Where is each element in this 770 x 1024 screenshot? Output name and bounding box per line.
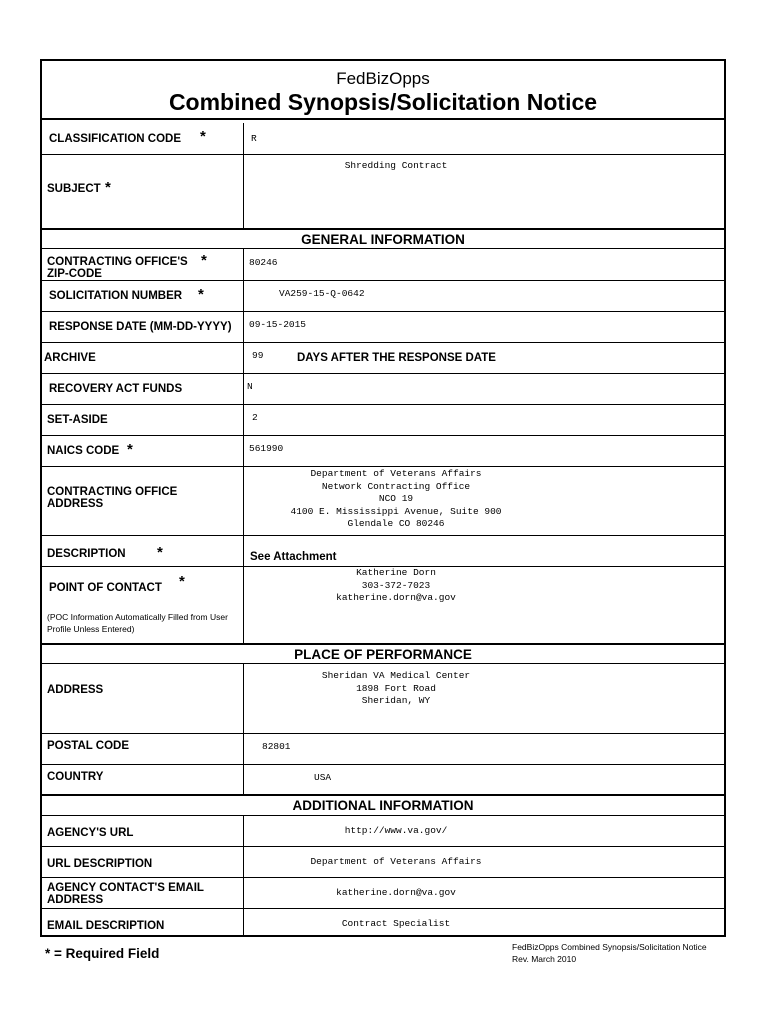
divider bbox=[42, 435, 724, 436]
naics-code-label: NAICS CODE bbox=[47, 445, 120, 457]
poc-email[interactable]: katherine.dorn@va.gov bbox=[336, 592, 456, 603]
classification-code-label: CLASSIFICATION CODE bbox=[49, 133, 182, 145]
recovery-act-value[interactable]: N bbox=[247, 381, 253, 392]
divider bbox=[42, 373, 724, 374]
divider bbox=[42, 311, 724, 312]
subject-label: SUBJECT bbox=[47, 183, 101, 195]
office-address-line[interactable]: Network Contracting Office bbox=[321, 481, 471, 492]
divider bbox=[42, 466, 724, 467]
response-date-label: RESPONSE DATE (MM-DD-YYYY) bbox=[49, 321, 232, 333]
section-general-information: GENERAL INFORMATION bbox=[301, 232, 465, 247]
url-description-value[interactable]: Department of Veterans Affairs bbox=[310, 856, 482, 867]
country-value[interactable]: USA bbox=[314, 772, 332, 783]
section-place-of-performance: PLACE OF PERFORMANCE bbox=[294, 647, 472, 662]
email-description-value[interactable]: Contract Specialist bbox=[341, 918, 451, 929]
divider bbox=[42, 228, 724, 230]
archive-label: ARCHIVE bbox=[44, 352, 96, 364]
section-additional-information: ADDITIONAL INFORMATION bbox=[292, 798, 474, 813]
poc-name[interactable]: Katherine Dorn bbox=[356, 567, 436, 578]
zip-code-label: CONTRACTING OFFICE'S ZIP-CODE bbox=[47, 256, 188, 280]
divider bbox=[42, 280, 724, 281]
email-description-label: EMAIL DESCRIPTION bbox=[47, 920, 165, 932]
required-star: * bbox=[157, 544, 163, 561]
place-address-line[interactable]: Sheridan, WY bbox=[361, 695, 431, 706]
agency-email-value[interactable]: katherine.dorn@va.gov bbox=[336, 887, 456, 898]
naics-code-value[interactable]: 561990 bbox=[249, 443, 284, 454]
office-address-line[interactable]: Glendale CO 80246 bbox=[347, 518, 445, 529]
divider bbox=[42, 535, 724, 536]
point-of-contact-label: POINT OF CONTACT bbox=[49, 582, 162, 594]
divider bbox=[42, 764, 724, 765]
divider bbox=[42, 342, 724, 343]
footer-line: Rev. March 2010 bbox=[512, 954, 577, 964]
description-value[interactable]: See Attachment bbox=[250, 551, 337, 563]
office-address-line[interactable]: NCO 19 bbox=[378, 493, 414, 504]
divider bbox=[42, 643, 724, 645]
country-label: COUNTRY bbox=[47, 771, 104, 783]
solicitation-number-label: SOLICITATION NUMBER bbox=[49, 290, 183, 302]
archive-value[interactable]: 99 bbox=[252, 350, 264, 361]
agency-url-label: AGENCY'S URL bbox=[47, 827, 134, 839]
office-address-line[interactable]: 4100 E. Mississippi Avenue, Suite 900 bbox=[290, 506, 502, 517]
divider bbox=[42, 404, 724, 405]
divider bbox=[42, 118, 724, 120]
divider bbox=[42, 846, 724, 847]
required-field-note: * = Required Field bbox=[45, 946, 160, 961]
divider bbox=[42, 248, 724, 249]
column-divider bbox=[243, 123, 244, 228]
subject-value[interactable]: Shredding Contract bbox=[344, 160, 448, 171]
poc-note: (POC Information Automatically Filled from User Profile Unless Entered) bbox=[47, 612, 228, 634]
divider bbox=[42, 154, 724, 155]
required-star: * bbox=[179, 573, 185, 590]
place-address-line[interactable]: Sheridan VA Medical Center bbox=[321, 670, 471, 681]
postal-code-label: POSTAL CODE bbox=[47, 740, 129, 752]
app-name: FedBizOpps bbox=[336, 69, 430, 88]
office-address-line[interactable]: Department of Veterans Affairs bbox=[310, 468, 482, 479]
divider bbox=[42, 877, 724, 878]
set-aside-value[interactable]: 2 bbox=[252, 412, 258, 423]
description-label: DESCRIPTION bbox=[47, 548, 126, 560]
archive-suffix: DAYS AFTER THE RESPONSE DATE bbox=[297, 352, 496, 364]
form-title: Combined Synopsis/Solicitation Notice bbox=[168, 89, 598, 115]
divider bbox=[42, 794, 724, 796]
office-address-label: CONTRACTING OFFICE ADDRESS bbox=[47, 486, 178, 510]
response-date-value[interactable]: 09-15-2015 bbox=[249, 319, 307, 330]
zip-code-value[interactable]: 80246 bbox=[249, 257, 278, 268]
footer-revision bbox=[512, 941, 707, 965]
divider bbox=[42, 733, 724, 734]
postal-code-value[interactable]: 82801 bbox=[262, 741, 291, 752]
required-star: * bbox=[127, 441, 133, 458]
classification-code-value[interactable]: R bbox=[251, 133, 257, 144]
required-star: * bbox=[200, 128, 206, 145]
divider bbox=[42, 663, 724, 664]
required-star: * bbox=[105, 179, 111, 196]
place-address-line[interactable]: 1898 Fort Road bbox=[356, 683, 436, 694]
place-address-label: ADDRESS bbox=[47, 684, 104, 696]
agency-url-value[interactable]: http://www.va.gov/ bbox=[344, 825, 448, 836]
poc-phone[interactable]: 303-372-7023 bbox=[361, 580, 431, 591]
recovery-act-label: RECOVERY ACT FUNDS bbox=[49, 383, 183, 395]
solicitation-form bbox=[40, 59, 726, 937]
url-description-label: URL DESCRIPTION bbox=[47, 858, 153, 870]
divider bbox=[42, 908, 724, 909]
footer-line: FedBizOpps Combined Synopsis/Solicitation Notice bbox=[512, 942, 707, 952]
divider bbox=[42, 815, 724, 816]
solicitation-number-value[interactable]: VA259-15-Q-0642 bbox=[279, 288, 365, 299]
agency-email-label: AGENCY CONTACT'S EMAIL ADDRESS bbox=[47, 882, 204, 906]
required-star: * bbox=[198, 286, 204, 303]
required-star: * bbox=[201, 252, 207, 269]
set-aside-label: SET-ASIDE bbox=[47, 414, 108, 426]
